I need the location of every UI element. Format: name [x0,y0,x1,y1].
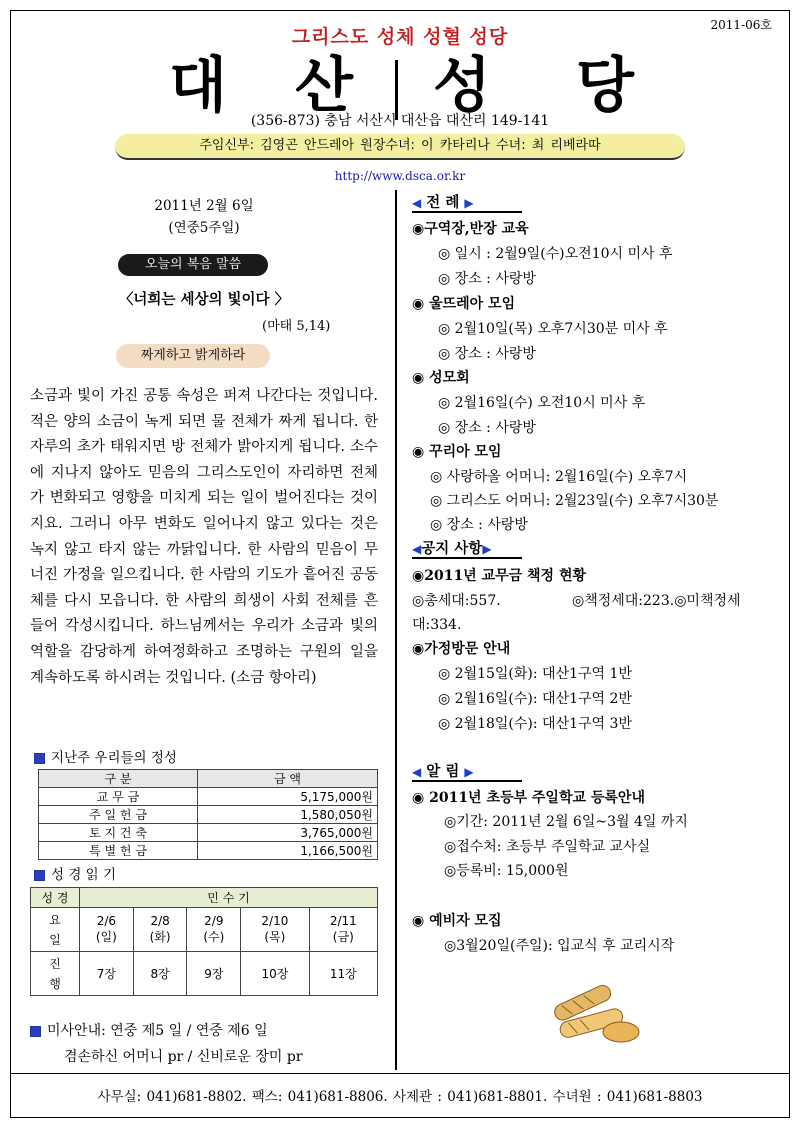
reading-day-cell [309,908,377,952]
reading-weekday: (화) [149,930,171,944]
reading-chapter: 8장 [133,952,187,996]
table-row [31,952,378,996]
notice-detail: ◎ 2월16일(수): 대산1구역 2반 [438,691,632,707]
announcement-detail: ◎등록비: 15,000원 [444,863,569,879]
notice-heading: ◉2011년 교무금 책정 현황 [412,568,586,584]
reading-chapter: 7장 [80,952,134,996]
title-char-2: 산 [295,51,353,121]
reading-weekday: (수) [203,930,225,944]
event-heading: ◉ 성모회 [412,370,470,386]
table-row [39,842,378,860]
notice-detail: ◎ 2월18일(수): 대산1구역 3반 [438,716,632,732]
triangle-right-icon: ▶ [464,765,474,779]
triangle-right-icon: ▶ [464,196,474,210]
website-link[interactable]: http://www.dsca.or.kr [334,169,466,183]
offering-amount: 5,175,000원 [198,788,378,806]
event-detail: ◎ 일시 : 2월9일(수)오전10시 미사 후 [438,246,673,262]
bulletin-date: 2011년 2월 6일 [154,198,254,214]
offering-table [38,769,378,860]
mass-info-line1: 미사안내: 연중 제5 일 / 연중 제6 일 [47,1023,268,1039]
announcement-section-title: 알 림 [426,764,460,780]
staff-banner: 주임신부: 김영곤 안드레아 원장수녀: 이 카타리나 수녀: 최 리베라따 [115,134,685,160]
title-char-3: 성 [433,51,491,121]
table-row [31,908,378,952]
square-bullet-icon [34,870,45,881]
gospel-title: 〈너희는 세상의 빛이다 〉 [118,291,290,308]
reading-date: 2/11 [329,914,357,928]
square-bullet-icon [30,1026,41,1037]
reading-header-book: 성 경 [31,888,80,908]
parish-name: 그리스도 성체 성혈 성당 [291,26,509,48]
reading-weekday: (일) [95,930,117,944]
column-divider [395,190,397,1070]
event-heading: ◉ 울뜨레아 모임 [412,296,516,312]
reading-day-cell [133,908,187,952]
offering-amount: 1,166,500원 [198,842,378,860]
title-char-4: 당 [576,51,634,121]
notice-section-title: 공지 사항 [421,541,483,557]
notice-detail: 대:334. [412,617,462,633]
table-row [39,788,378,806]
triangle-left-icon: ◀ [412,196,422,210]
reflection-body: 소금과 빛이 가진 공통 속성은 퍼져 나간다는 것입니다. 적은 양의 소금이 녹게 되면 물 전체가 짜게 됩니다. 한 자루의 초가 태워지면 방 전체가 밝아지게 됩니다. 소수에 지나지 않아도 믿음의 그리스도인이 자리하면 전체가 변화되고 영향을 미치게 되는 일이 벌어진다는 것이지요. 그러니 아무 변화도 일어나지 않고 있다는 것은 녹지 않고 타지 않는 까닭입니다. 한 사람의 믿음이 무너진 가정을 일으킵니다. 한 사람의 기도가 흩어진 공동체를 다시 모읍니다. 한 사람의 희생이 사회 전체를 흔들어 각성시킵니다. 하느님께서는 우리가 소금과 빛의 역할을 감당하게 하여정화하고 조명하는 구원의 일을 계속하도록 하시려는 것입니다. (소금 항아리) [30,388,378,686]
reading-header-numbers: 민 수 기 [80,888,378,908]
event-detail: ◎ 2월10일(목) 오후7시30분 미사 후 [438,321,668,337]
reading-table [30,887,378,996]
event-detail: ◎ 장소 : 사랑방 [438,420,536,436]
offering-label: 주 일 헌 금 [39,806,198,824]
table-row [39,824,378,842]
announcement-detail: ◎3월20일(주일): 입교식 후 교리시작 [444,938,675,954]
gospel-label: 오늘의 복음 말씀 [118,254,268,276]
event-heading: ◉구역장,반장 교육 [412,221,529,237]
reading-weekday: (목) [264,930,286,944]
reading-chapter: 9장 [187,952,241,996]
announcement-section-header [412,760,522,782]
notice-detail: ◎ 2월15일(화): 대산1구역 1반 [438,666,632,682]
reading-row-label-days: 요 일 [31,908,80,952]
issue-number: 2011-06호 [710,18,772,32]
reading-date: 2/8 [150,914,170,928]
liturgy-section-title: 전 례 [426,195,460,211]
notice-section-header [412,537,522,559]
mass-info [30,1018,303,1070]
square-bullet-icon [34,753,45,764]
event-detail: ◎ 장소 : 사랑방 [430,517,528,533]
offering-label: 교 무 금 [39,788,198,806]
announcement-detail: ◎기간: 2011년 2월 6일~3월 4일 까지 [444,814,688,830]
offering-header-category: 구 분 [39,770,198,788]
reflection-subtitle: 짜게하고 밝게하라 [116,344,270,368]
reading-date: 2/9 [204,914,224,928]
event-detail: ◎ 그리스도 어머니: 2월23일(수) 오후7시30분 [430,493,719,509]
offering-header-amount: 금 액 [198,770,378,788]
notice-heading: ◉가정방문 안내 [412,641,511,657]
reading-chapter: 11장 [309,952,377,996]
footer-divider [10,1073,790,1074]
reading-date: 2/10 [261,914,289,928]
reading-day-cell [241,908,309,952]
title-char-1: 대 [169,51,227,121]
table-row [39,806,378,824]
triangle-left-icon: ◀ [412,542,422,556]
announcement-heading: ◉ 예비자 모집 [412,913,502,929]
event-detail: ◎ 장소 : 사랑방 [438,346,536,362]
mass-info-line2: 겸손하신 어머니 pr / 신비로운 장미 pr [64,1049,303,1065]
event-detail: ◎ 2월16일(수) 오전10시 미사 후 [438,395,646,411]
triangle-right-icon: ▶ [482,542,492,556]
event-detail: ◎ 사랑하올 어머니: 2월16일(수) 오후7시 [430,469,688,485]
event-detail: ◎ 장소 : 사랑방 [438,271,536,287]
bread-rolls-illustration [546,980,646,1050]
offering-label: 특 별 헌 금 [39,842,198,860]
reading-chapter: 10장 [241,952,309,996]
liturgy-section-header [412,191,522,213]
reading-section-title [34,863,116,883]
event-heading: ◉ 꾸리아 모임 [412,444,502,460]
reading-weekday: (금) [332,930,354,944]
reading-title-text: 성 경 읽 기 [51,867,117,883]
offering-title-text: 지난주 우리들의 정성 [51,750,177,766]
offering-amount: 1,580,050원 [198,806,378,824]
notice-detail: ◎총세대:557. [412,593,501,609]
address: (356-873) 충남 서산시 대산읍 대산리 149-141 [250,113,550,129]
reading-day-cell [187,908,241,952]
announcement-heading: ◉ 2011년 초등부 주일학교 등록안내 [412,790,645,806]
notice-detail: ◎책정세대:223.◎미책정세 [572,593,741,609]
offering-section-title [34,746,177,766]
offering-label: 토 지 건 축 [39,824,198,842]
liturgical-week: (연중5주일) [168,220,240,236]
announcement-detail: ◎접수처: 초등부 주일학교 교사실 [444,839,651,855]
contact-footer: 사무실: 041)681-8802. 팩스: 041)681-8806. 사제관 : 041)681-8801. 수녀원 : 041)681-8803 [97,1089,703,1105]
reading-row-label-chapters: 진 행 [31,952,80,996]
gospel-reference: (마태 5,14) [262,319,331,334]
reading-day-cell [80,908,134,952]
reading-date: 2/6 [96,914,117,928]
triangle-left-icon: ◀ [412,765,422,779]
offering-amount: 3,765,000원 [198,824,378,842]
